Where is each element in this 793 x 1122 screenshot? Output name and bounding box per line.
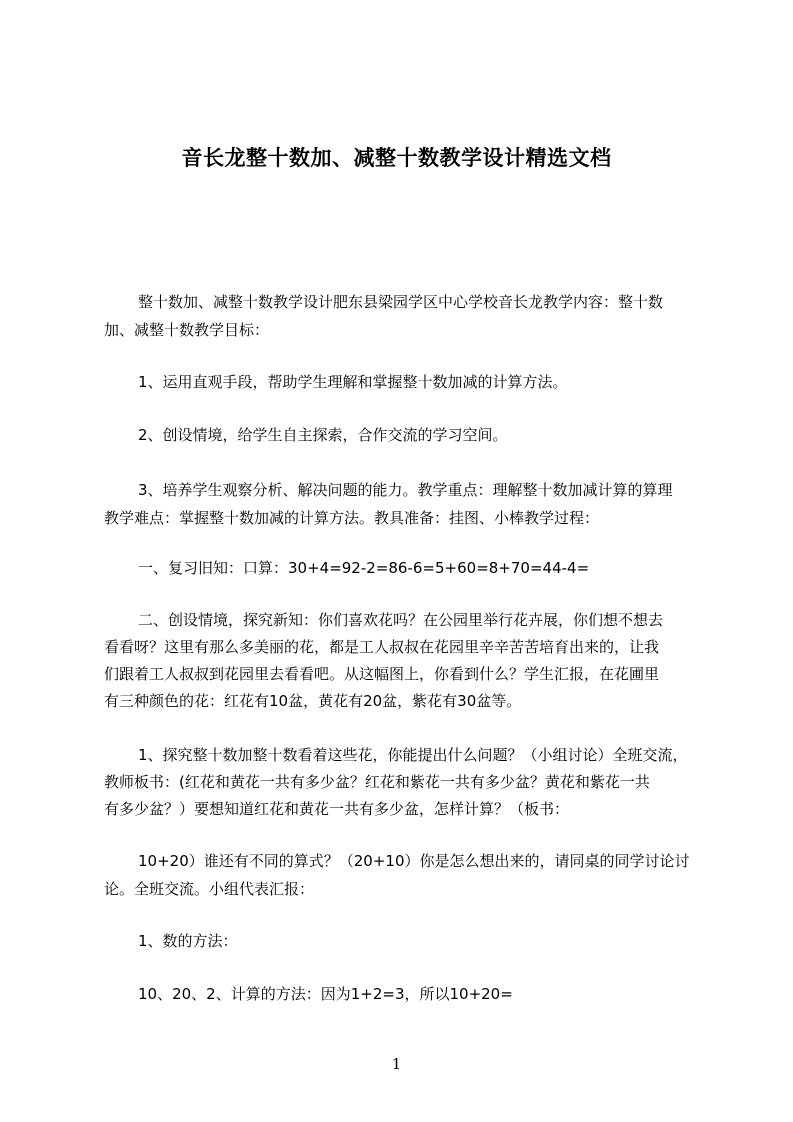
document-title: 音长龙整十数加、减整十数教学设计精选文档 xyxy=(181,146,612,170)
paragraph-line: 1、运用直观手段，帮助学生理解和掌握整十数加减的计算方法。 xyxy=(138,373,568,391)
paragraph-line: 一、复习旧知：口算：30+4=92-2=86-6=5+60=8+70=44-4= xyxy=(138,559,590,577)
paragraph-line: 们跟着工人叔叔到花园里去看看吧。从这幅图上，你看到什么？学生汇报，在花圃里 xyxy=(104,665,660,683)
paragraph-line: 3、培养学生观察分析、解决问题的能力。教学重点：理解整十数加减计算的算理 xyxy=(138,481,673,499)
paragraph-line: 有三种颜色的花：红花有10盆，黄花有20盆，紫花有30盆等。 xyxy=(104,692,522,710)
paragraph-line: 加、减整十数教学目标： xyxy=(104,321,270,339)
paragraph-line: 1、数的方法： xyxy=(138,932,238,950)
paragraph-line: 整十数加、减整十数教学设计肥东县梁园学区中心学校音长龙教学内容：整十数 xyxy=(138,293,664,311)
paragraph-line: 10+20）谁还有不同的算式？（20+10）你是怎么想出来的，请同桌的同学讨论讨 xyxy=(138,852,690,870)
paragraph-line: 二、创设情境，探究新知：你们喜欢花吗？在公园里举行花卉展，你们想不想去 xyxy=(138,611,664,629)
paragraph-line: 看看呀？这里有那么多美丽的花，都是工人叔叔在花园里辛辛苦苦培育出来的，让我 xyxy=(104,638,660,656)
paragraph-line: 教师板书：(红花和黄花一共有多少盆？红花和紫花一共有多少盆？黄花和紫花一共 xyxy=(104,773,650,791)
paragraph-line: 教学难点：掌握整十数加减的计算方法。教具准备：挂图、小棒教学过程： xyxy=(104,509,600,527)
paragraph-line: 论。全班交流。小组代表汇报： xyxy=(104,880,315,898)
paragraph-line: 有多少盆？）要想知道红花和黄花一共有多少盆，怎样计算？（板书： xyxy=(104,800,570,818)
paragraph-line: 10、20、2、计算的方法：因为1+2=3，所以10+20= xyxy=(138,985,513,1003)
page-number: 1 xyxy=(391,1055,402,1073)
paragraph-line: 2、创设情境，给学生自主探索，合作交流的学习空间。 xyxy=(138,426,508,444)
paragraph-line: 1、探究整十数加整十数看着这些花，你能提出什么问题？（小组讨论）全班交流， xyxy=(138,746,688,764)
